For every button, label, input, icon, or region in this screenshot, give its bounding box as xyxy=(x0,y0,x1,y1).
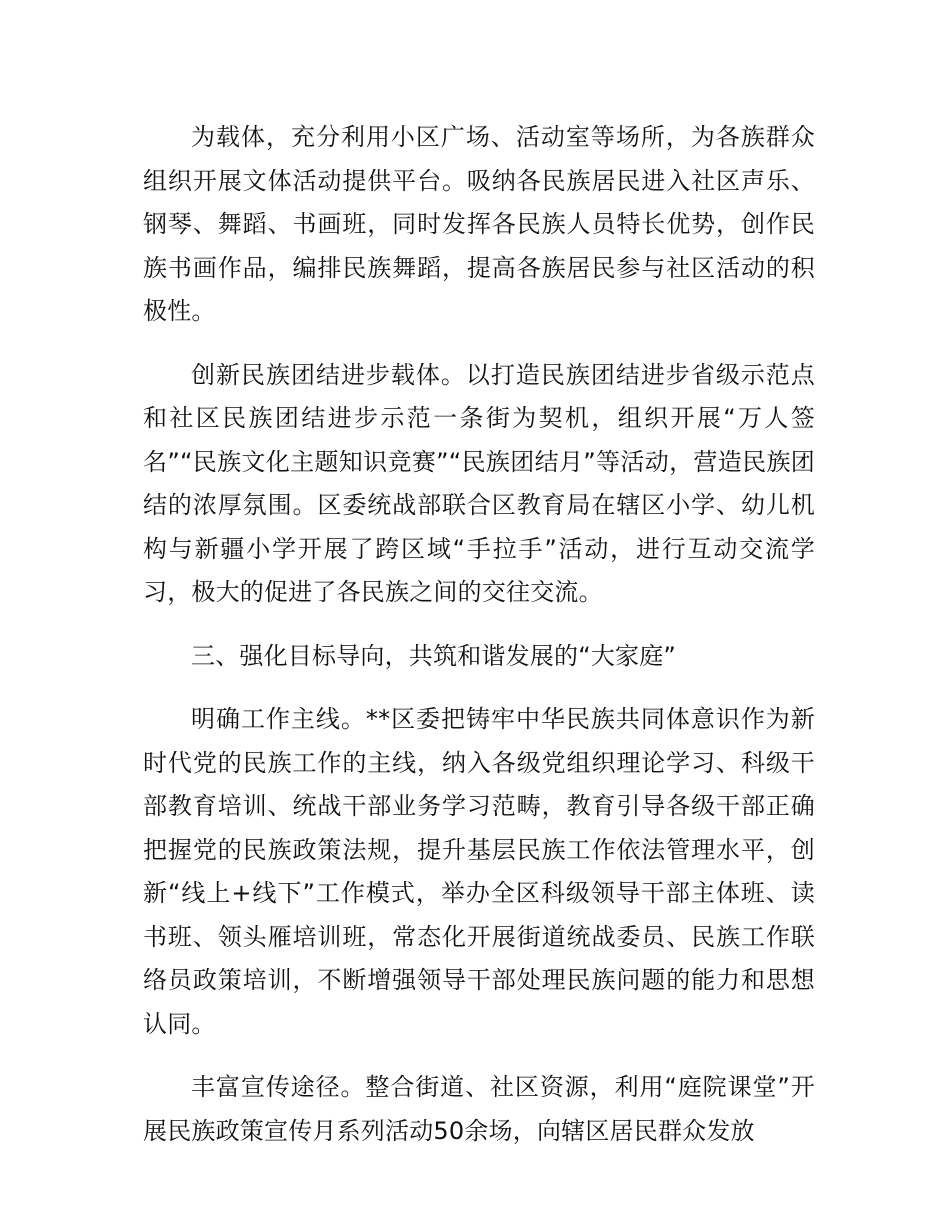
document-body xyxy=(143,116,815,1173)
paragraph-main-line: 明确工作主线。**区委把铸牢中华民族共同体意识作为新时代党的民族工作的主线，纳入各级党组织理论学习、科级干部教育培训、统战干部业务学习范畴，教育引导各级干部正确把握党的民族政策法规，提升基层民族工作依法管理水平，创新“线上+线下”工作模式，举办全区科级领导干部主体班、读书班、领头雁培训班，常态化开展街道统战委员、民族工作联络员政策培训，不断增强领导干部处理民族问题的能力和思想认同。 xyxy=(143,705,815,1038)
paragraph-publicity: 丰富宣传途径。整合街道、社区资源，利用“庭院课堂”开展民族政策宣传月系列活动50余场，向辖区居民群众发放 xyxy=(143,1073,815,1145)
paragraph-continuation: 为载体，充分利用小区广场、活动室等场所，为各族群众组织开展文体活动提供平台。吸纳各民族居民进入社区声乐、钢琴、舞蹈、书画班，同时发挥各民族人员特长优势，创作民族书画作品，编排民族舞蹈，提高各族居民参与社区活动的积极性。 xyxy=(143,123,815,325)
paragraph-innovation: 创新民族团结进步载体。以打造民族团结进步省级示范点和社区民族团结进步示范一条街为契机，组织开展“万人签名”“民族文化主题知识竞赛”“民族团结月”等活动，营造民族团结的浓厚氛围。区委统战部联合区教育局在辖区小学、幼儿机构与新疆小学开展了跨区域“手拉手”活动，进行互动交流学习，极大的促进了各民族之间的交往交流。 xyxy=(143,360,815,606)
section-heading-3: 三、强化目标导向，共筑和谐发展的“大家庭” xyxy=(191,641,677,670)
